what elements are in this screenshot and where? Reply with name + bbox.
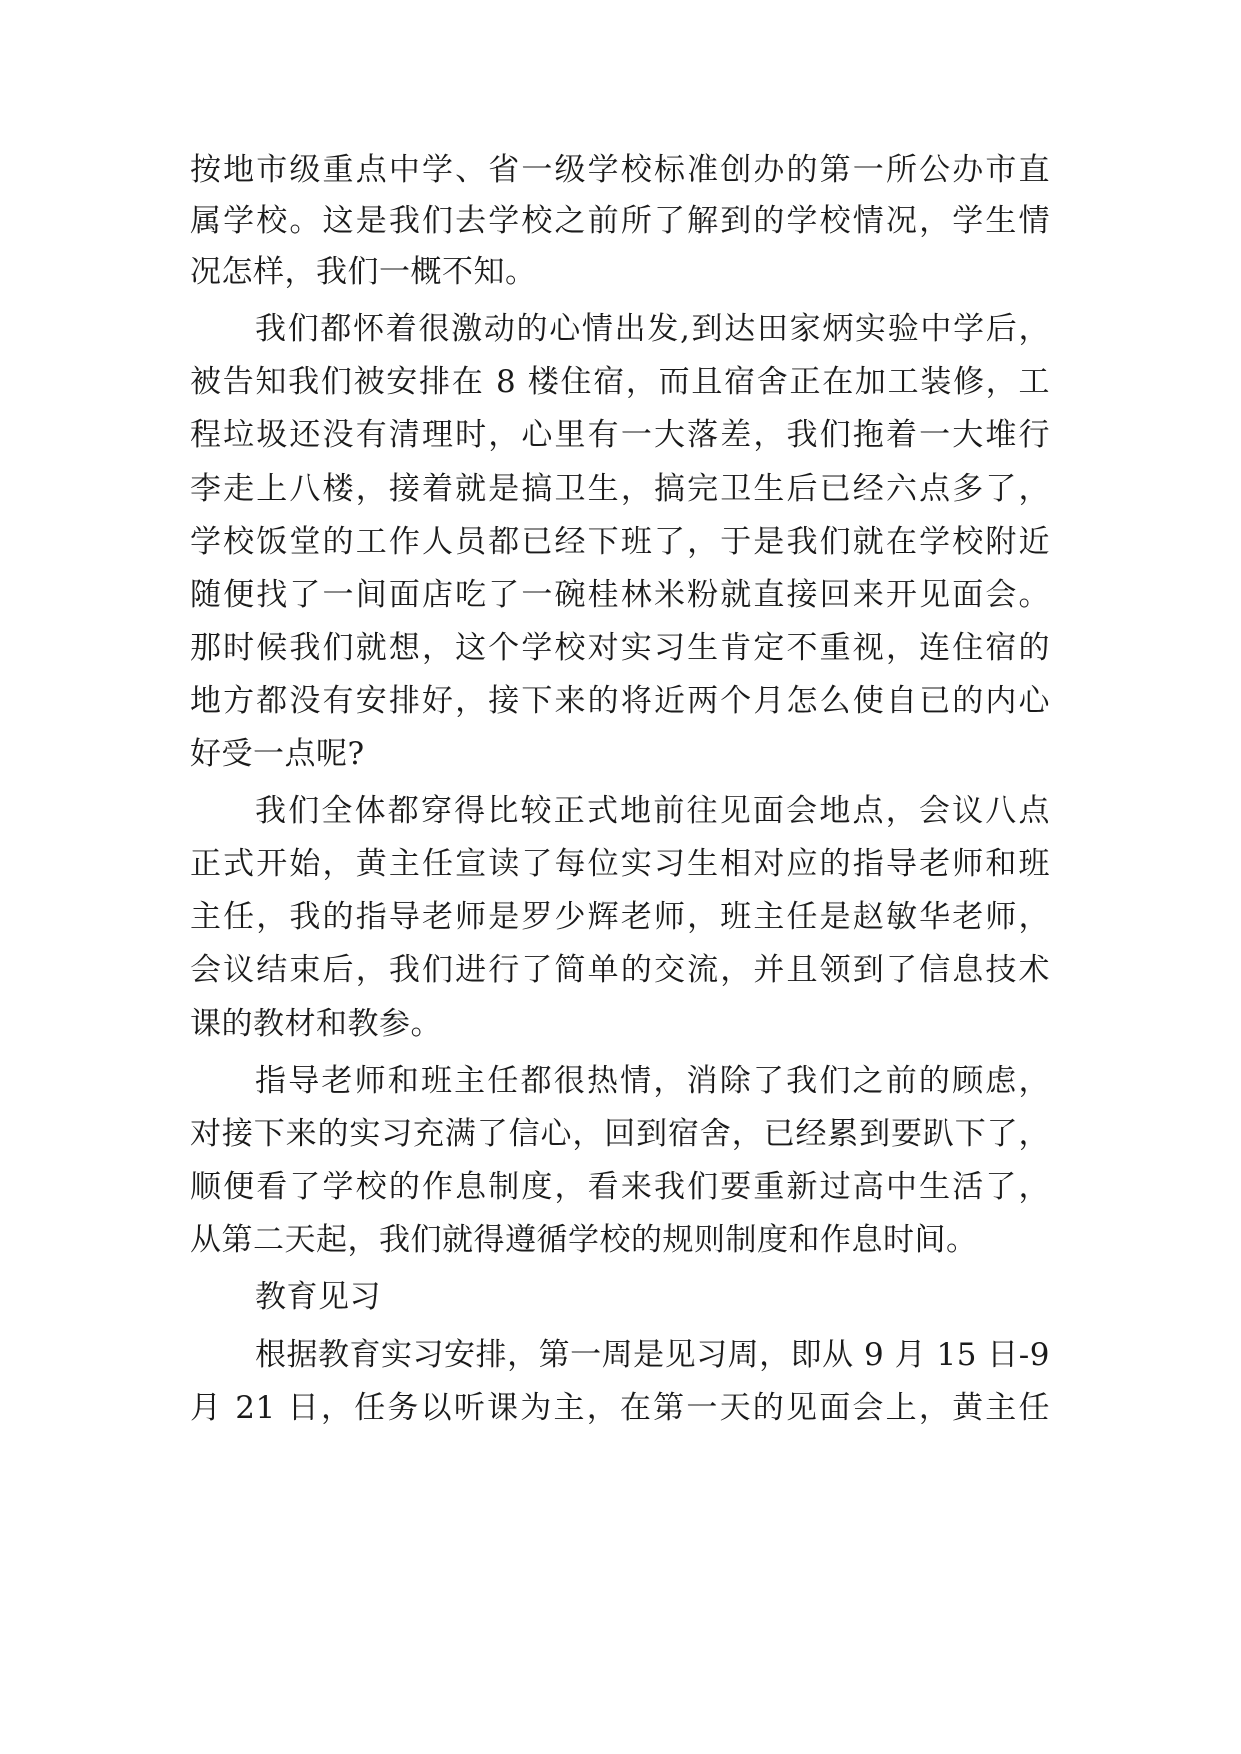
text-line: 那时候我们就想，这个学校对实习生肯定不重视，连住宿的 <box>190 630 1050 666</box>
text-line: 被告知我们被安排在 8 楼住宿，而且宿舍正在加工装修，工 <box>190 364 1050 400</box>
paragraph-first-line: 指导老师和班主任都很热情，消除了我们之前的顾虑， <box>255 1063 1050 1099</box>
text-line: 正式开始，黄主任宣读了每位实习生相对应的指导老师和班 <box>190 846 1050 882</box>
text-line: 属学校。这是我们去学校之前所了解到的学校情况，学生情 <box>190 203 1050 239</box>
text-line: 学校饭堂的工作人员都已经下班了，于是我们就在学校附近 <box>190 524 1050 560</box>
text-line: 况怎样，我们一概不知。 <box>190 254 537 290</box>
text-line: 李走上八楼，接着就是搞卫生，搞完卫生后已经六点多了， <box>190 471 1050 507</box>
paragraph-first-line: 根据教育实习安排，第一周是见习周，即从 9 月 15 日-9 <box>255 1337 1050 1373</box>
text-line: 地方都没有安排好，接下来的将近两个月怎么使自已的内心 <box>190 683 1050 719</box>
text-line: 月 21 日，任务以听课为主，在第一天的见面会上，黄主任 <box>190 1390 1050 1426</box>
text-line: 对接下来的实习充满了信心，回到宿舍，已经累到要趴下了， <box>190 1116 1050 1152</box>
paragraph-first-line: 我们都怀着很激动的心情出发,到达田家炳实验中学后， <box>255 311 1050 347</box>
text-line: 好受一点呢? <box>190 736 365 772</box>
section-heading: 教育见习 <box>255 1279 381 1315</box>
text-line: 主任，我的指导老师是罗少辉老师，班主任是赵敏华老师， <box>190 899 1050 935</box>
text-line: 程垃圾还没有清理时，心里有一大落差，我们拖着一大堆行 <box>190 417 1050 453</box>
paragraph-first-line: 我们全体都穿得比较正式地前往见面会地点，会议八点 <box>255 793 1050 829</box>
text-line: 按地市级重点中学、省一级学校标准创办的第一所公办市直 <box>190 152 1050 188</box>
text-line: 课的教材和教参。 <box>190 1006 442 1042</box>
text-line: 顺便看了学校的作息制度，看来我们要重新过高中生活了， <box>190 1169 1050 1205</box>
text-line: 会议结束后，我们进行了简单的交流，并且领到了信息技术 <box>190 952 1050 988</box>
text-line: 随便找了一间面店吃了一碗桂林米粉就直接回来开见面会。 <box>190 577 1050 613</box>
text-line: 从第二天起，我们就得遵循学校的规则制度和作息时间。 <box>190 1222 978 1258</box>
